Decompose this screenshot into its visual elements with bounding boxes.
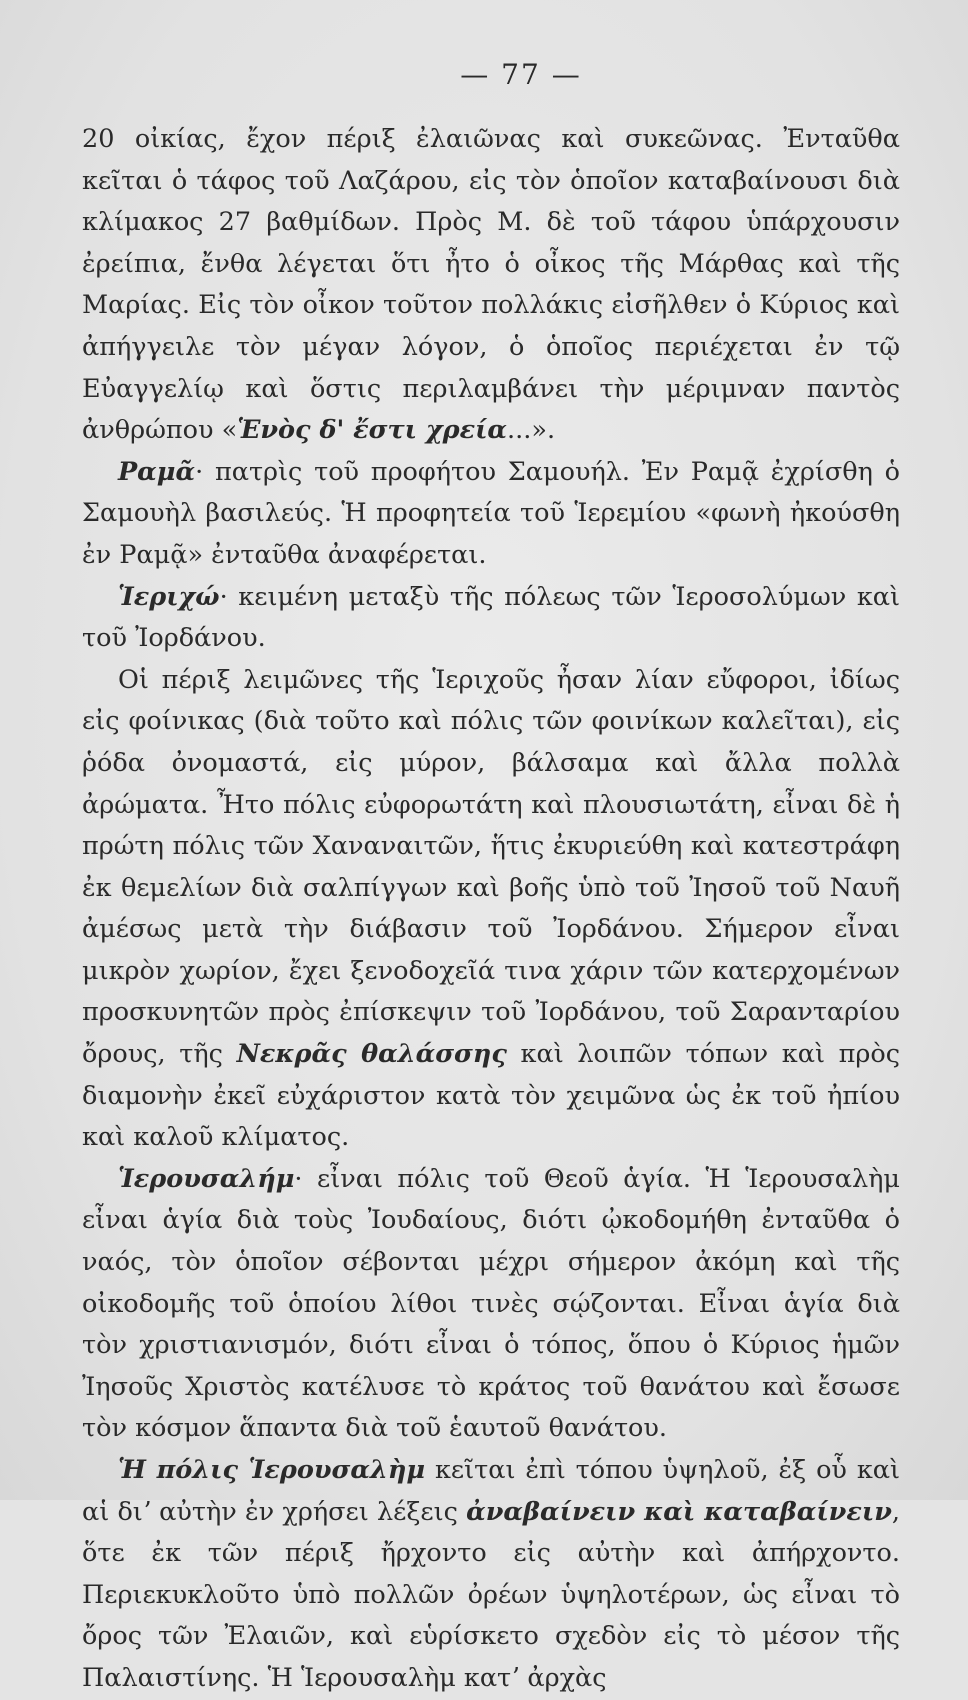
highlighted-dead-sea: Νεκρᾶς θαλάσσης [236,1039,507,1070]
paragraph-jerusalem-city [82,1450,900,1700]
place-heading-jericho: Ἱεριχώ [118,581,220,612]
paragraph-bethany-continued [82,119,900,452]
text-run: ...». [507,415,556,446]
text-run: · εἶναι πόλις τοῦ Θεοῦ ἁγία. Ἡ Ἱερουσαλὴμ εἶναι ἁγία διὰ τοὺς Ἰουδαίους, διότι ᾠκοδομήθη ἐνταῦθα ὁ ναός, τὸν ὁποῖον σέβονται μέχρι σήμερον ἀκόμη καὶ τῆς οἰκοδομῆς τοῦ ὁποίου λίθοι τινὲς σῴζονται. Εἶναι ἁγία διὰ τὸν χριστιανισμόν, διότι εἶναι ὁ τόπος, ὅπου ὁ Κύριος ἡμῶν Ἰησοῦς Χριστὸς κατέλυσε τὸ κράτος τοῦ θανάτου καὶ ἔσωσε τὸν κόσμον ἅπαντα διὰ τοῦ ἑαυτοῦ θανάτου. [82,1163,900,1444]
text-run: καὶ λοιπῶν τόπων καὶ πρὸς διαμονὴν ἐκεῖ εὐχάριστον κατὰ τὸν χειμῶνα ὡς ἐκ τοῦ ἠπίου καὶ καλοῦ κλίματος. [82,1039,900,1153]
highlighted-quote: Ἑνὸς δ' ἔστι χρεία [237,415,508,446]
paragraph-jericho-description [82,660,900,1159]
text-run: 20 οἰκίας, ἔχον πέριξ ἐλαιῶνας καὶ συκεῶνας. Ἐνταῦθα κεῖται ὁ τάφος τοῦ Λαζάρου, εἰς τὸν ὁποῖον καταβαίνουσι διὰ κλίμακος 27 βαθμίδων. Πρὸς Μ. δὲ τοῦ τάφου ὑπάρχουσιν ἐρείπια, ἔνθα λέγεται ὅτι ἦτο ὁ οἶκος τῆς Μάρθας καὶ τῆς Μαρίας. Εἰς τὸν οἶκον τοῦτον πολλάκις εἰσῆλθεν ὁ Κύριος καὶ ἀπήγγειλε τὸν μέγαν λόγον, ὁ ὁποῖος περιέχεται ἐν τῷ Εὐαγγελίῳ καὶ ὅστις περιλαμβάνει τὴν μέριμναν παντὸς ἀνθρώπου « [82,124,900,446]
text-run: κεῖται ἐπὶ τόπου ὑψηλοῦ, ἐξ οὗ καὶ αἱ διʼ αὐτὴν ἐν χρήσει λέξεις [82,1455,900,1527]
place-heading-rama: Ραμᾶ [118,456,196,487]
highlighted-city-heading: Ἡ πόλις Ἱερουσαλὴμ [118,1455,426,1485]
text-run: Οἱ πέριξ λειμῶνες τῆς Ἱεριχοῦς ἦσαν λίαν εὔφοροι, ἰδίως εἰς φοίνικας (διὰ τοῦτο καὶ πόλις τῶν φοινίκων καλεῖται), εἰς ῥόδα ὀνομαστά, εἰς μύρον, βάλσαμα καὶ ἄλλα πολλὰ ἀρώματα. Ἦτο πόλις εὐφορωτάτη καὶ πλουσιωτάτη, εἶναι δὲ ἡ πρώτη πόλις τῶν Χαναναιτῶν, ἥτις ἐκυριεύθη καὶ κατεστράφη ἐκ θεμελίων διὰ σαλπίγγων καὶ βοῆς ὑπὸ τοῦ Ἰησοῦ τοῦ Ναυῆ ἀμέσως μετὰ τὴν διάβασιν τοῦ Ἰορδάνου. Σήμερον εἶναι μικρὸν χωρίον, ἔχει ξενοδοχεῖά τινα χάριν τῶν κατερχομένων προσκυνητῶν πρὸς ἐπίσκεψιν τοῦ Ἰορδάνου, τοῦ Σαρανταρίου ὄρους, τῆς [82,664,900,1070]
page-number: — 77 — [460,58,582,91]
body-text [82,119,900,1700]
paragraph-jericho [82,577,900,660]
highlighted-terms: ἀναβαίνειν καὶ καταβαίνειν [466,1496,892,1527]
text-run: , ὅτε ἐκ τῶν πέριξ ἤρχοντο εἰς αὐτὴν καὶ ἀπήρχοντο. Περιεκυκλοῦτο ὑπὸ πολλῶν ὀρέων ὑψηλοτέρων, ὡς εἶναι τὸ ὄρος τῶν Ἐλαιῶν, καὶ εὑρίσκετο σχεδὸν εἰς τὸ μέσον τῆς Παλαιστίνης. Ἡ Ἱερουσαλὴμ κατʼ ἀρχὰς [82,1496,900,1693]
text-run: · κειμένη μεταξὺ τῆς πόλεως τῶν Ἱεροσολύμων καὶ τοῦ Ἰορδάνου. [82,581,900,654]
place-heading-jerusalem: Ἱερουσαλήμ [118,1163,295,1194]
paragraph-jerusalem [82,1159,900,1450]
text-run: · πατρὶς τοῦ προφήτου Σαμουήλ. Ἐν Ραμᾷ ἐχρίσθη ὁ Σαμουὴλ βασιλεύς. Ἡ προφητεία τοῦ Ἱερεμίου «φωνὴ ἠκούσθη ἐν Ραμᾷ» ἐνταῦθα ἀναφέρεται. [82,456,900,570]
paragraph-rama [82,452,900,577]
